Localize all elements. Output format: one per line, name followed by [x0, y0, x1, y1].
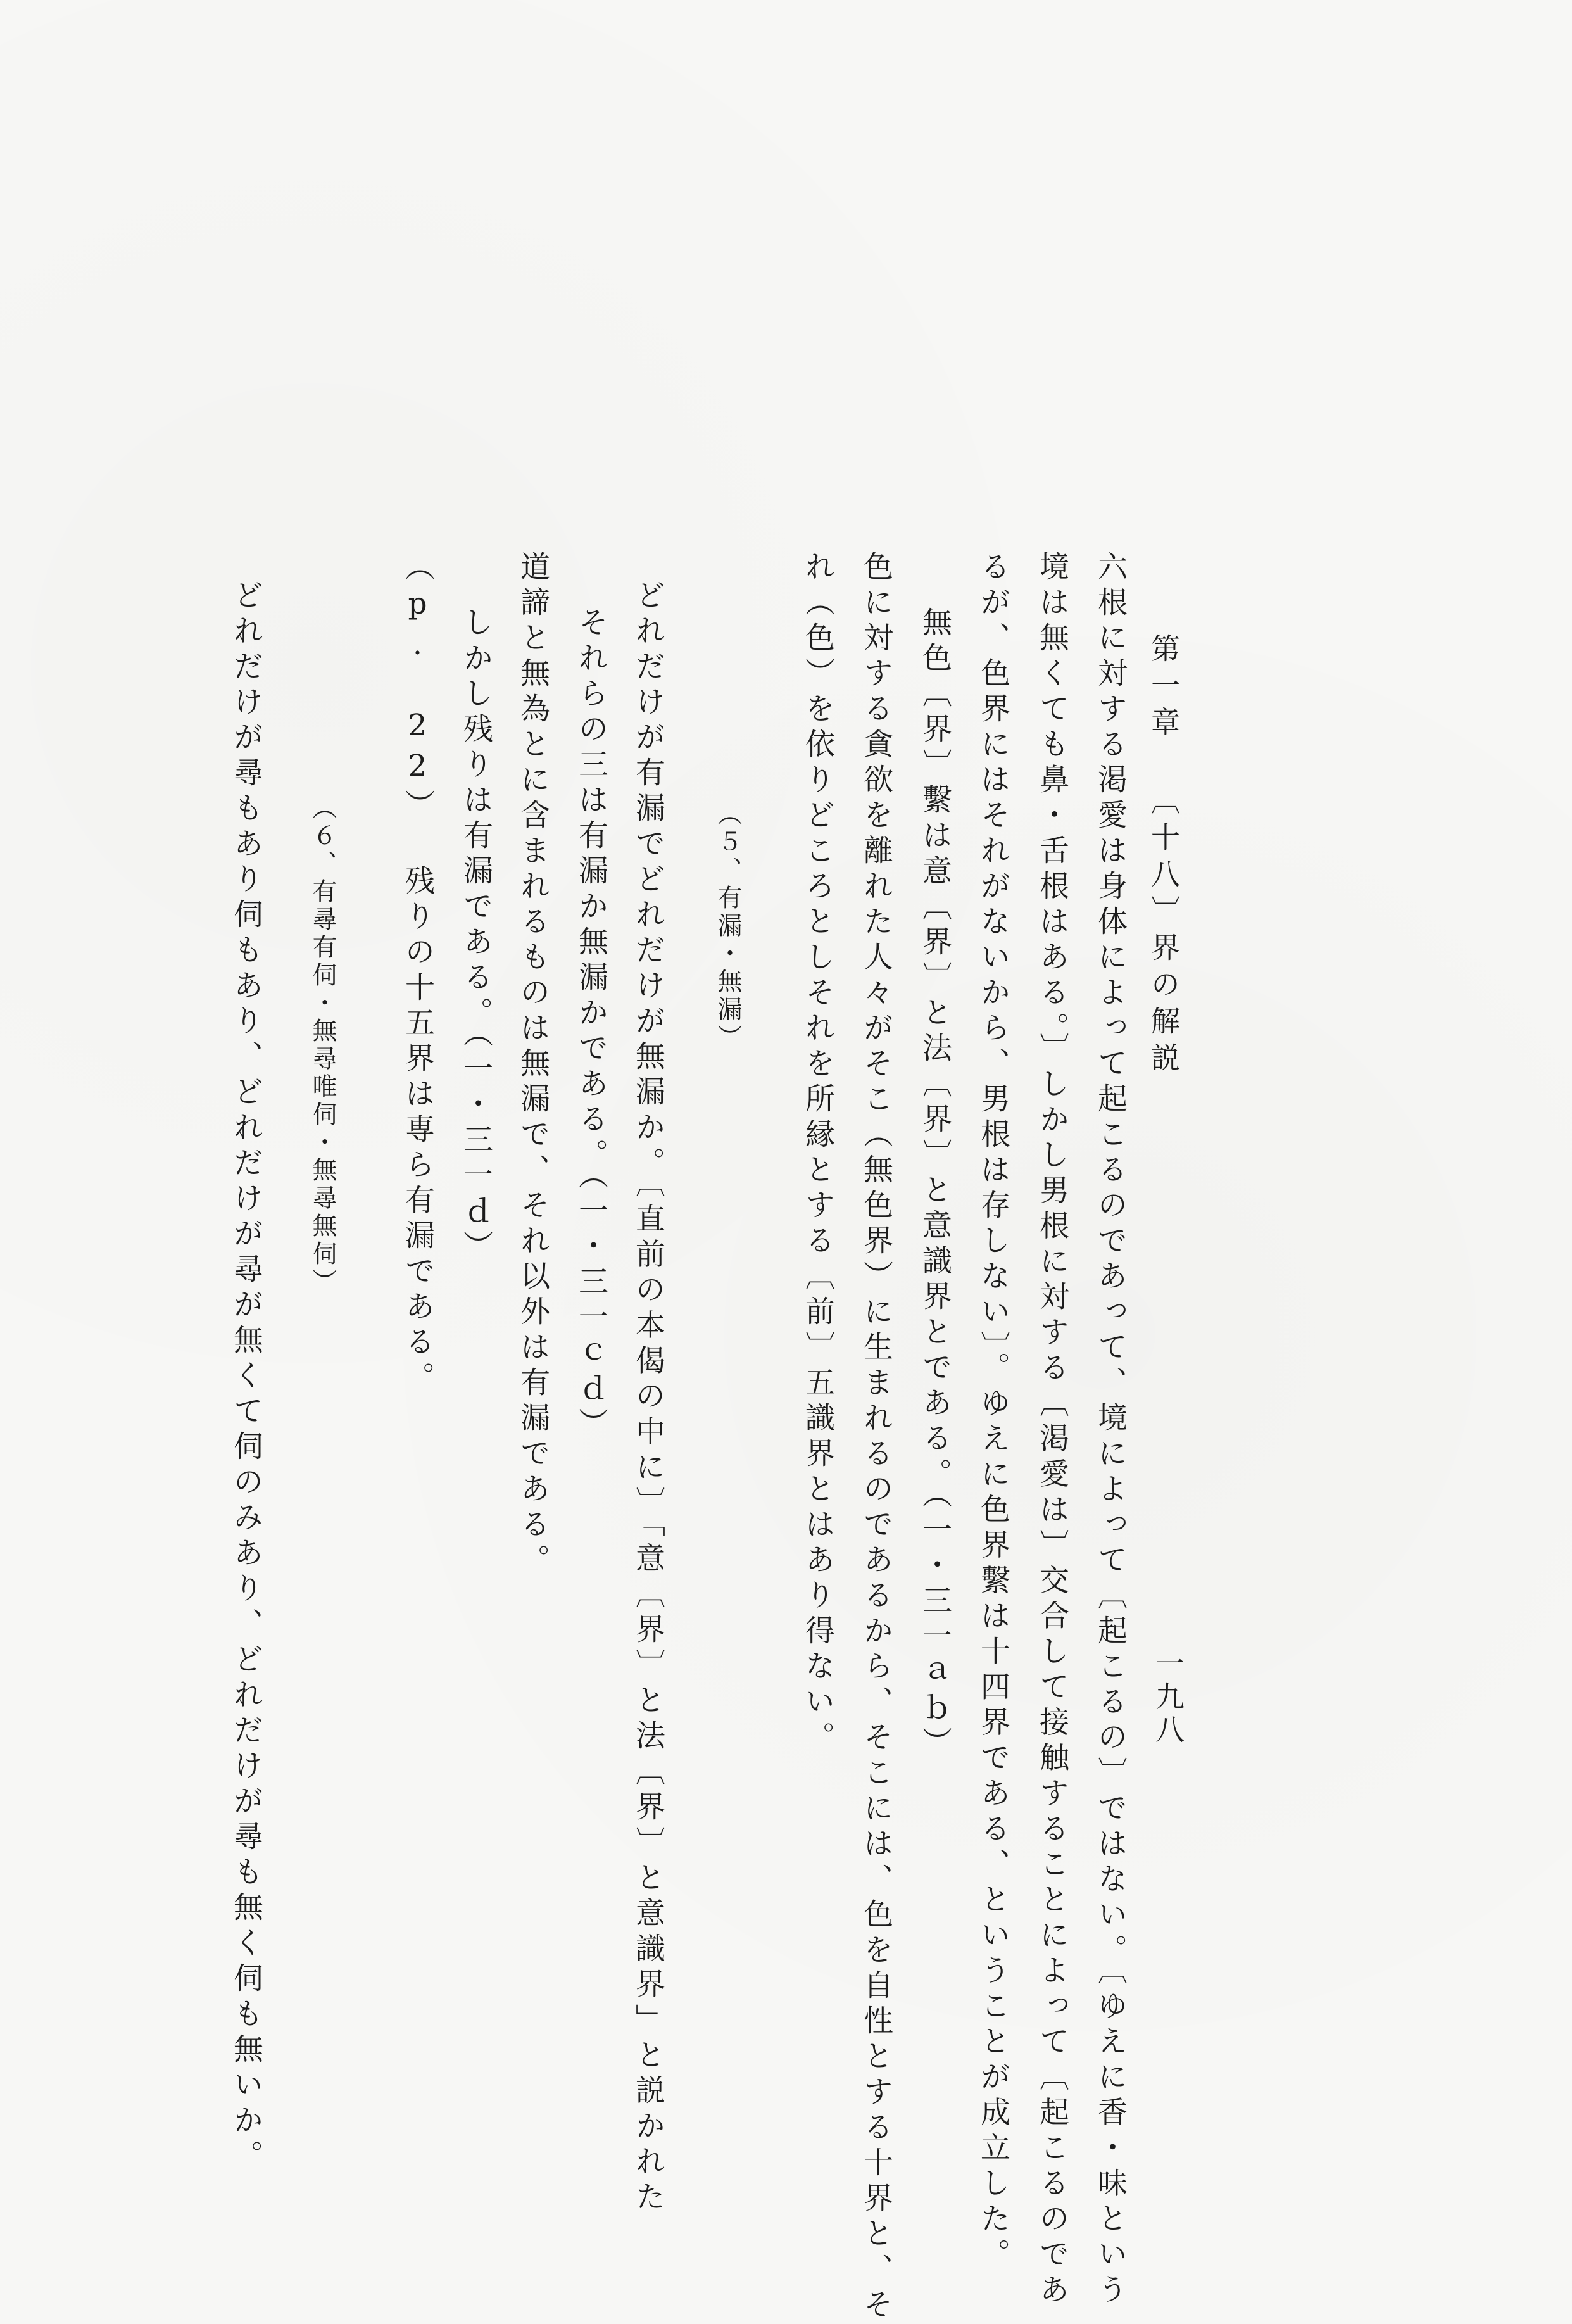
body-column: どれだけが尋もあり伺もあり、どれだけが尋が無くて伺のみあり、どれだけが尋も無く伺も無いか。 [229, 579, 263, 2175]
body-column: しかし残りは有漏である。（一・三一ｄ） [458, 607, 493, 1266]
body-column: 境は無くても鼻・舌根はある。〕しかし男根に対する〔渇愛は〕交合して接触することによって〔起こるのであ [1034, 551, 1069, 2309]
section-heading: （６、有尋有伺・無尋唯伺・無尋無伺） [308, 795, 337, 1296]
body-column: どれだけが有漏でどれだけが無漏か。〔直前の本偈の中に〕「意〔界〕と法〔界〕と意識界」と説かれた [631, 579, 665, 2216]
body-column: るが、色界にはそれがないから、男根は存しない〕。ゆえに色界繫は十四界である、ということが成立した。 [976, 551, 1010, 2274]
body-column: 色に対する貪欲を離れた人々がそこ（無色界）に生まれるのであるから、そこには、色を自性とする十界と、そ [858, 551, 893, 2324]
body-column: 六根に対する渇愛は身体によって起こるのであって、境によって〔起こるの〕ではない。〔ゆえに香・味という [1093, 551, 1128, 2309]
body-column: 道諦と無為とに含まれるものは無漏で、それ以外は有漏である。 [515, 551, 550, 1579]
body-column: （p. 22） 残りの十五界は専ら有漏である。 [400, 551, 435, 1397]
body-column: それらの三は有漏か無漏かである。（一・三一ｃｄ） [574, 607, 608, 1443]
running-title: 第一章 〔十八〕界の解説 [1147, 633, 1181, 1079]
section-heading: （５、有漏・無漏） [714, 801, 742, 1052]
body-column: 無色〔界〕繫は意〔界〕と法〔界〕と意識界とである。（一・三一ａｂ） [917, 607, 952, 1762]
page-number: 一九八 [1151, 1648, 1185, 1747]
body-column: れ（色）を依りどころとしそれを所縁とする〔前〕五識界とはあり得ない。 [800, 551, 835, 1757]
